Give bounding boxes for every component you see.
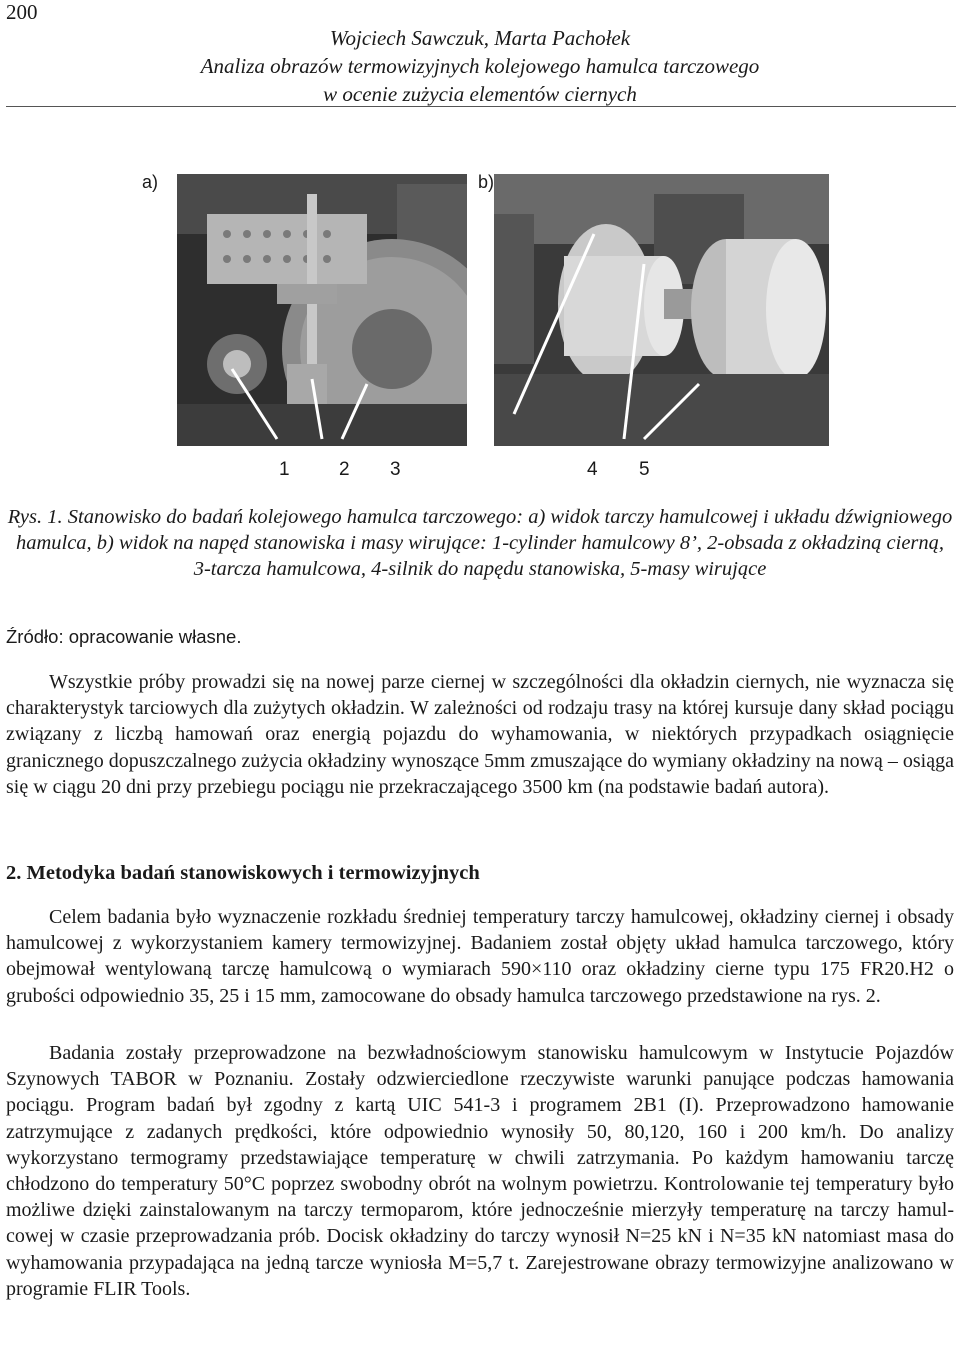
section-heading: 2. Metodyka badań stanowiskowych i termowizyjnych: [6, 862, 480, 884]
figure-caption: Rys. 1. Stanowisko do badań kolejowego hamulca tarczowego: a) widok tarczy hamulcowej i układu dźwigniowego hamulca, b) widok na napęd stanowiska i masy wirujące: 1-cylinder hamulcowy 8’, 2-obsada z okładziną cierną, 3-tarcza hamulcowa, 4-silnik do napędu stanowiska, 5-masy wirujące: [7, 506, 953, 580]
panel-a-label: a): [142, 172, 159, 192]
paragraph-2: Celem badania było wyznaczenie rozkładu średniej temperatury tarczy hamulcowej, okładziny ciernej i obsady hamulcowej z wykorzystaniem kamery termowizyjnej. Badaniem został objęty układ hamulca tarczowego, który obejmował wentylowaną tarczę hamulcową o wymiarach 590×110 oraz okładziny cierne typu 175 FR20.H2 o grubości odpowiednio 35, 25 i 15 mm, zamocowane do obsady hamulca tarczowego przedstawione na rys. 2.: [6, 906, 954, 1007]
panel-b-label: b): [478, 172, 495, 192]
figure-number-1: 1: [279, 459, 290, 480]
figure-number-5: 5: [639, 459, 650, 480]
paragraph-3: Badania zostały przeprowadzone na bezwładnościowym stanowisku hamulcowym w Instytucie Pojazdów Szynowych TABOR w Poznaniu. Zostały odzwierciedlone rzeczywiste warunki panujące podczas hamowania pociągu. Program badań był zgodny z kartą UIC 541-3 i programem 2B1 (I). Przeprowadzono hamowanie zatrzymujące z zadanych prędkości, które odpowiednio wynosiły 50, 80,120, 160 i 200 km/h. Do analizy wykorzystano termogramy przedstawiające temperaturę w chwili zatrzymania. Po każdym hamowaniu tarczę chłodzono do temperatury 50°C poprzez swobodny obrót na wolnym powietrzu. Kontrolowanie tej temperatury było możliwe dzięki zainstalowanym na tarczy termoparom, które jednocześnie mierzyły temperaturę na tarczy hamulcowej w czasie przeprowadzania prób. Docisk okładziny do tarczy wynosił N=25 kN i N=35 kN natomiast masa do wyhamowania przypadająca na jedną tarcze wyniosła M=5,7 t. Zarejestrowane obrazy termowizyjne analizowano w programie FLIR Tools.: [6, 1042, 954, 1300]
photo-a: [177, 174, 467, 446]
figure-source: Źródło: opracowanie własne.: [6, 626, 242, 647]
header-authors: Wojciech Sawczuk, Marta Pachołek: [329, 26, 631, 50]
page-number: 200: [6, 0, 38, 24]
photo-b: [494, 174, 829, 446]
figure-number-3: 3: [390, 459, 401, 480]
running-header: [0, 24, 960, 108]
header-title-line1: Analiza obrazów termowizyjnych kolejowego hamulca tarczowego: [200, 54, 760, 78]
paragraph-1: Wszystkie próby prowadzi się na nowej parze ciernej w szczególności dla okładzin ciernych, nie wyznacza się charakterystyk tarciowych dla zużytych okładzin. W zależności od rodzaju trasy na której kursuje dany skład pociągu związany z liczbą hamowań oraz energią pojazdu do wyhamowania, w niektórych przypadkach osiągnięcie granicznego dopuszczalnego zużycia okładziny wynoszące 5mm zmuszające do wymiany okładziny na nową – osiąga się w ciągu 20 dni przy przebiegu pociągu nie przekraczającego 3500 km (na podstawie badań autora).: [6, 671, 954, 798]
header-title-line2: w ocenie zużycia elementów ciernych: [323, 82, 637, 106]
figure-number-4: 4: [587, 459, 598, 480]
header-rule: [6, 106, 956, 107]
figure-number-2: 2: [339, 459, 350, 480]
